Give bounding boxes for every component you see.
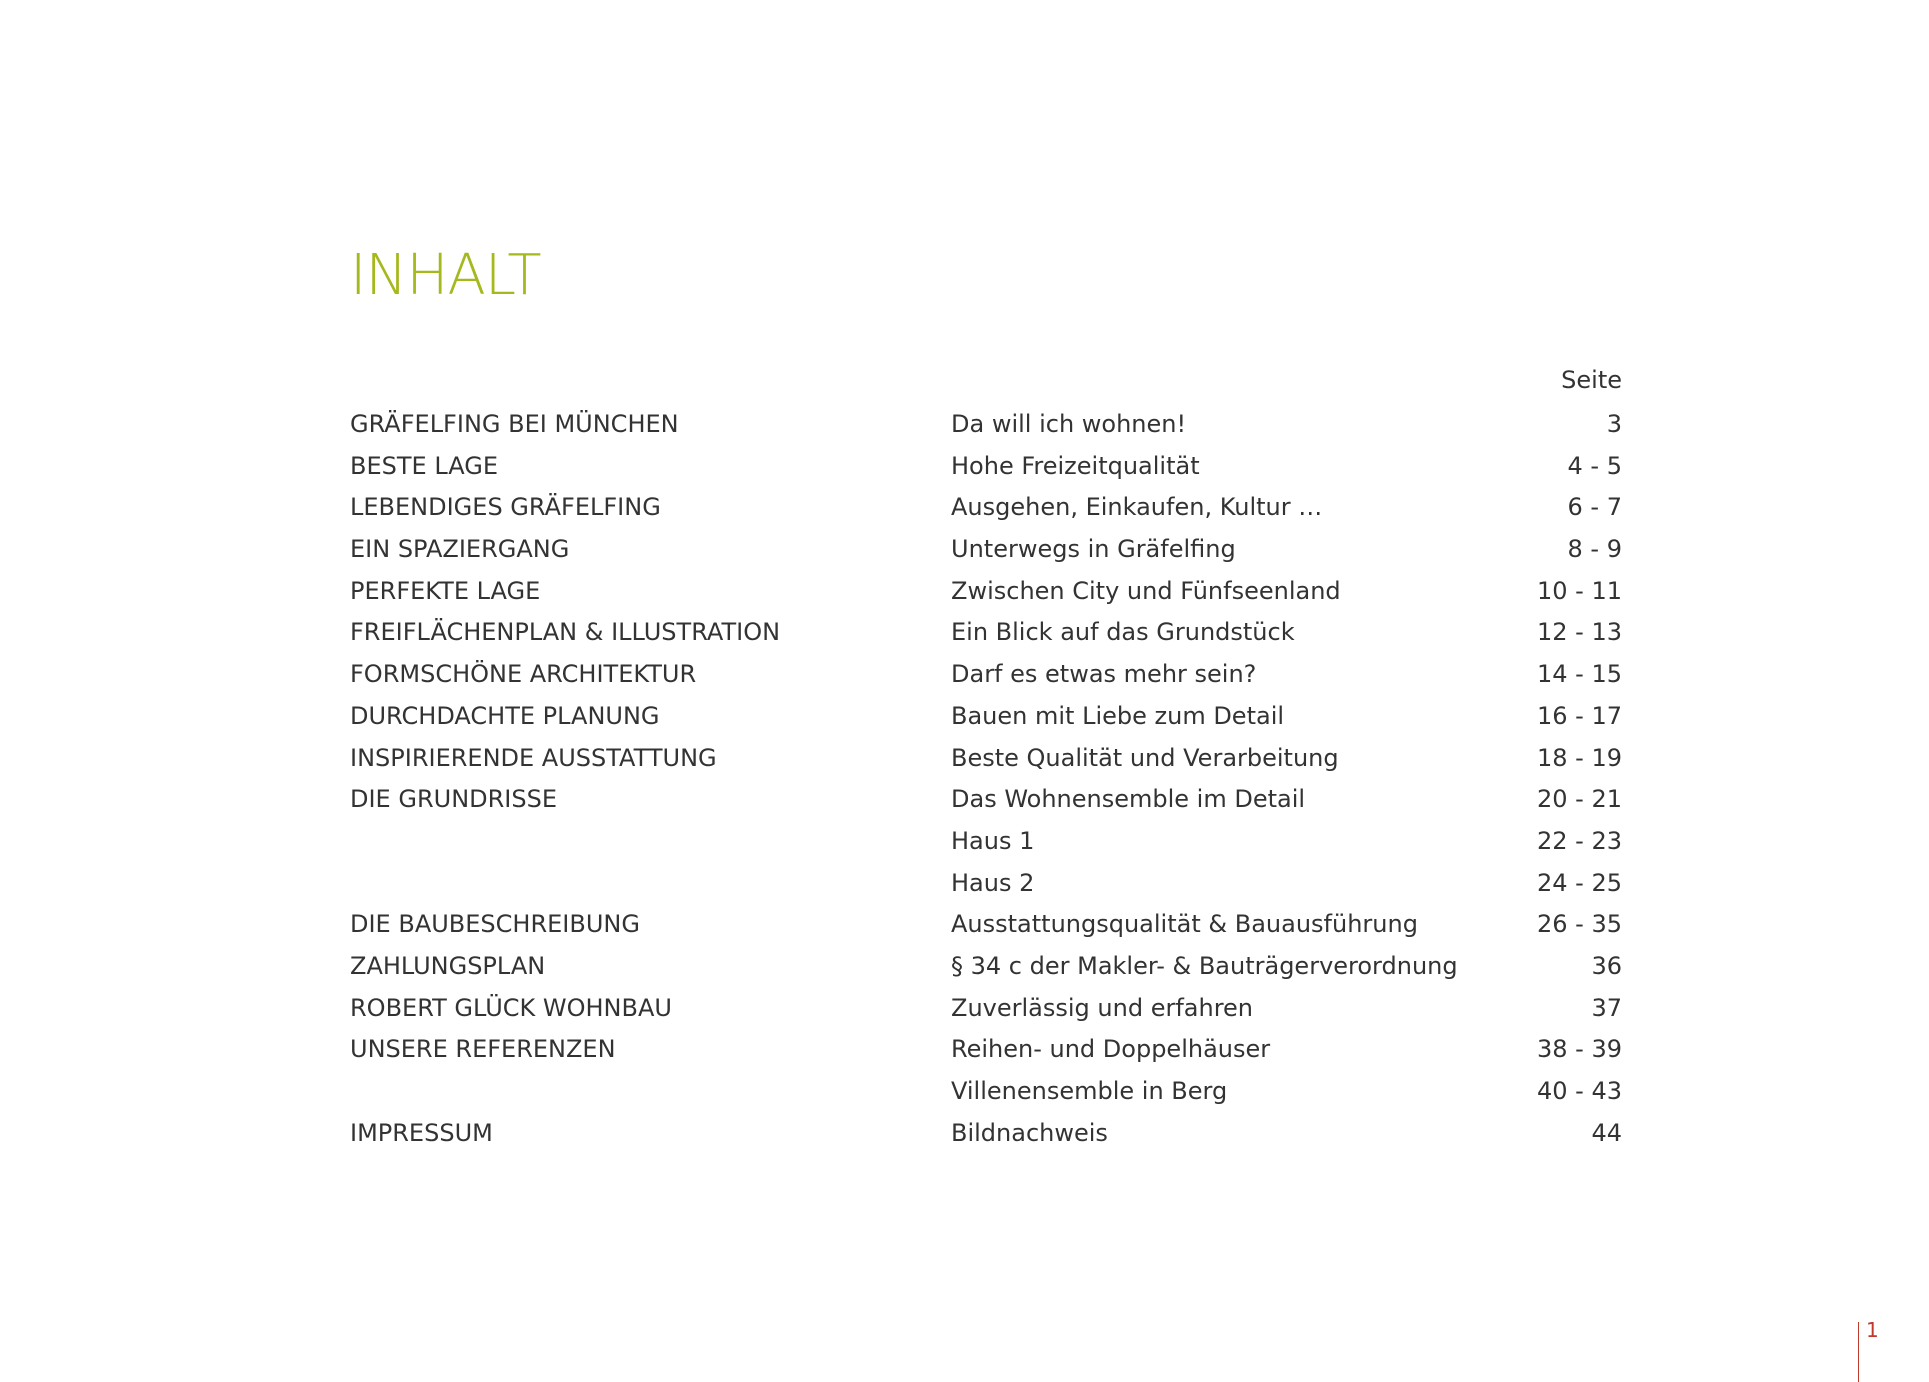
toc-row[interactable] xyxy=(350,452,1622,494)
toc-topic: Da will ich wohnen! xyxy=(951,410,1187,438)
toc-section-title: DURCHDACHTE PLANUNG xyxy=(350,701,660,730)
toc-section-title: DIE GRUNDRISSE xyxy=(350,785,558,814)
toc-row[interactable] xyxy=(350,535,1622,577)
toc-row[interactable] xyxy=(350,785,1622,827)
toc-section-title: ZAHLUNGSPLAN xyxy=(350,951,546,980)
toc-row[interactable] xyxy=(350,1077,1622,1119)
toc-topic: Haus 2 xyxy=(951,868,1035,897)
toc-section-title: PERFEKTE LAGE xyxy=(350,576,541,605)
toc-topic: Villenensemble in Berg xyxy=(951,1077,1228,1105)
page-marker-line xyxy=(1858,1322,1859,1382)
toc-row[interactable] xyxy=(350,910,1622,952)
toc-section-title: GRÄFELFING BEI MÜNCHEN xyxy=(350,410,679,438)
toc-topic: Hohe Freizeitqualität xyxy=(951,451,1200,480)
toc-section-title: UNSERE REFERENZEN xyxy=(350,1035,616,1064)
toc-section-title: INSPIRIERENDE AUSSTATTUNG xyxy=(350,743,717,772)
toc-topic: Zwischen City und Fünfseenland xyxy=(951,576,1341,605)
toc-page-number: 26 - 35 xyxy=(1537,910,1622,939)
toc-page-number: 12 - 13 xyxy=(1537,618,1622,647)
toc-section-title: BESTE LAGE xyxy=(350,451,498,480)
toc-row[interactable] xyxy=(350,1119,1622,1161)
toc-page-number: 14 - 15 xyxy=(1537,660,1622,689)
toc-topic: Darf es etwas mehr sein? xyxy=(951,660,1257,689)
toc-page-number: 18 - 19 xyxy=(1537,743,1622,772)
toc-section-title: IMPRESSUM xyxy=(350,1118,493,1147)
table-of-contents xyxy=(350,410,1622,1160)
toc-topic: Ein Blick auf das Grundstück xyxy=(951,618,1295,647)
toc-topic: Das Wohnensemble im Detail xyxy=(951,785,1306,814)
toc-row[interactable] xyxy=(350,577,1622,619)
toc-topic: Ausstattungsqualität & Bauausführung xyxy=(951,910,1418,939)
toc-topic: Beste Qualität und Verarbeitung xyxy=(951,743,1339,772)
toc-topic: Zuverlässig und erfahren xyxy=(951,993,1254,1022)
toc-row[interactable] xyxy=(350,744,1622,786)
toc-topic: § 34 c der Makler- & Bauträgerverordnung xyxy=(951,951,1458,980)
toc-topic: Bildnachweis xyxy=(951,1118,1108,1147)
toc-page-number: 24 - 25 xyxy=(1537,868,1622,897)
toc-section-title: ROBERT GLÜCK WOHNBAU xyxy=(350,993,672,1022)
page-number: 1 xyxy=(1866,1318,1879,1342)
toc-page-number: 10 - 11 xyxy=(1537,576,1622,605)
toc-page-number: 3 xyxy=(1606,410,1622,438)
page-column-header: Seite xyxy=(1561,366,1622,394)
toc-topic: Bauen mit Liebe zum Detail xyxy=(951,701,1285,730)
toc-row[interactable] xyxy=(350,618,1622,660)
toc-page-number: 38 - 39 xyxy=(1537,1035,1622,1064)
toc-row[interactable] xyxy=(350,493,1622,535)
toc-row[interactable] xyxy=(350,952,1622,994)
toc-row[interactable] xyxy=(350,1035,1622,1077)
toc-row[interactable] xyxy=(350,827,1622,869)
toc-topic: Reihen- und Doppelhäuser xyxy=(951,1035,1271,1064)
toc-section-title: FREIFLÄCHENPLAN & ILLUSTRATION xyxy=(350,618,781,647)
toc-page-number: 22 - 23 xyxy=(1537,826,1622,855)
toc-row[interactable] xyxy=(350,660,1622,702)
toc-row[interactable] xyxy=(350,869,1622,911)
toc-topic: Haus 1 xyxy=(951,826,1035,855)
toc-page-number: 8 - 9 xyxy=(1567,535,1622,564)
toc-page-number: 44 xyxy=(1591,1118,1622,1147)
toc-page-number: 37 xyxy=(1591,993,1622,1022)
toc-page-number: 40 - 43 xyxy=(1537,1077,1622,1105)
toc-row[interactable] xyxy=(350,994,1622,1036)
toc-page-number: 4 - 5 xyxy=(1567,451,1622,480)
toc-page-number: 16 - 17 xyxy=(1537,701,1622,730)
toc-section-title: DIE BAUBESCHREIBUNG xyxy=(350,910,640,939)
page-title: INHALT xyxy=(350,243,541,308)
toc-row[interactable] xyxy=(350,410,1622,452)
toc-page-number: 20 - 21 xyxy=(1537,785,1622,814)
toc-section-title: LEBENDIGES GRÄFELFING xyxy=(350,493,661,522)
toc-row[interactable] xyxy=(350,702,1622,744)
toc-page-number: 36 xyxy=(1591,951,1622,980)
toc-page-number: 6 - 7 xyxy=(1567,493,1622,522)
toc-section-title: FORMSCHÖNE ARCHITEKTUR xyxy=(350,660,697,689)
toc-topic: Ausgehen, Einkaufen, Kultur … xyxy=(951,493,1323,522)
toc-section-title: EIN SPAZIERGANG xyxy=(350,535,570,564)
toc-topic: Unterwegs in Gräfelfing xyxy=(951,535,1236,564)
